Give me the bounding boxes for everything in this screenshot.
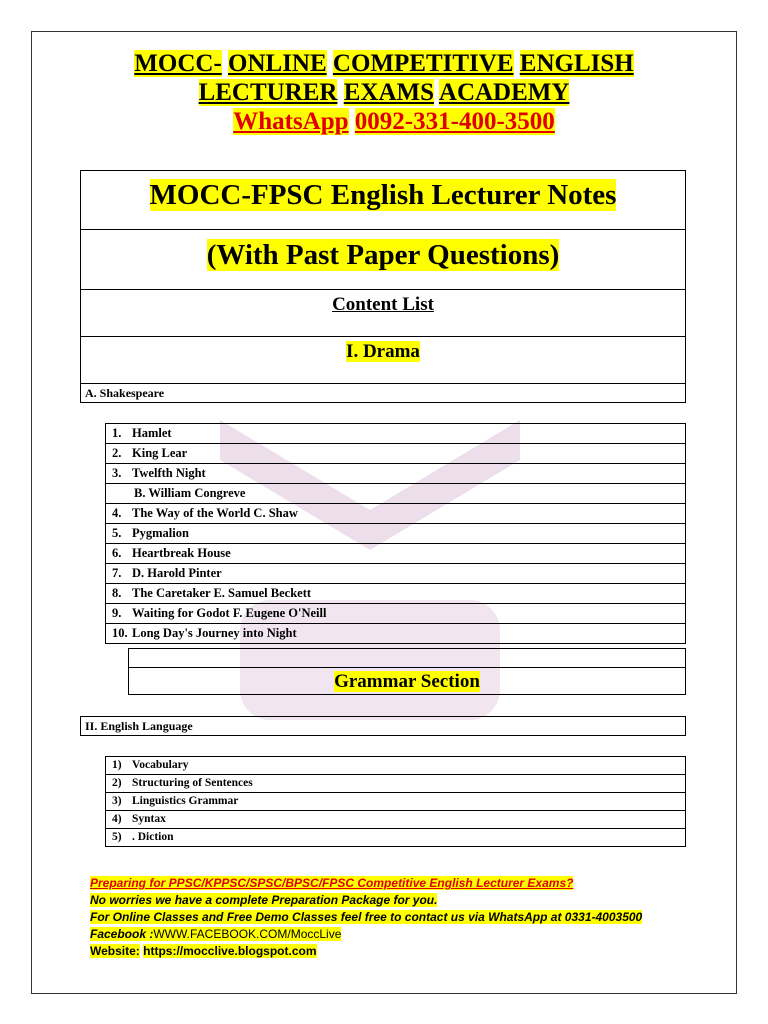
whatsapp-number: 0092-331-400-3500	[354, 108, 555, 135]
footer	[90, 875, 642, 960]
facebook-label: Facebook :	[90, 927, 154, 941]
drama-list	[105, 423, 686, 644]
list-item: 8. The Caretaker E. Samuel Beckett	[106, 584, 686, 604]
list-item: 4) Syntax	[106, 811, 686, 829]
list-item: 1) Vocabulary	[106, 757, 686, 775]
list-item: 3) Linguistics Grammar	[106, 793, 686, 811]
list-item: 2) Structuring of Sentences	[106, 775, 686, 793]
document-title: MOCC-FPSC English Lecturer Notes	[149, 179, 617, 211]
content-list-box	[80, 289, 686, 337]
section-a-label: A. Shakespeare	[85, 386, 165, 400]
whatsapp-line	[10, 108, 768, 136]
subtitle-box	[80, 229, 686, 290]
grammar-heading: Grammar Section	[334, 671, 480, 692]
title-box	[80, 170, 686, 230]
language-list	[105, 756, 686, 847]
list-item: 3. Twelfth Night	[106, 464, 686, 484]
whatsapp-label: WhatsApp	[233, 108, 349, 135]
academy-name-line2: LECTURER EXAMS ACADEMY	[198, 79, 570, 106]
empty-row	[128, 648, 686, 668]
drama-heading: I. Drama	[346, 341, 420, 362]
content-list-heading: Content List	[332, 294, 434, 315]
footer-line-3: For Online Classes and Free Demo Classes feel free to contact us via WhatsApp at 0331-4003500	[90, 910, 643, 924]
list-item: 10. Long Day's Journey into Night	[106, 624, 686, 644]
section-a-box	[80, 383, 686, 403]
section-ii-label: II. English Language	[85, 719, 193, 733]
list-item: 9. Waiting for Godot F. Eugene O'Neill	[106, 604, 686, 624]
list-item: 1. Hamlet	[106, 424, 686, 444]
footer-line-2: No worries we have a complete Preparation Package for you.	[90, 893, 438, 907]
list-item: 2. King Lear	[106, 444, 686, 464]
list-item: 5) . Diction	[106, 829, 686, 847]
list-item: 7. D. Harold Pinter	[106, 564, 686, 584]
grammar-box	[128, 667, 686, 695]
list-item: B. William Congreve	[106, 484, 686, 504]
section-ii-box	[80, 716, 686, 736]
website-label: Website:	[90, 944, 140, 958]
drama-box	[80, 336, 686, 384]
academy-name-line1: MOCC- ONLINE COMPETITIVE ENGLISH	[134, 50, 634, 77]
website-link[interactable]: https://mocclive.blogspot.com	[143, 944, 317, 958]
list-item: 6. Heartbreak House	[106, 544, 686, 564]
facebook-link[interactable]: WWW.FACEBOOK.COM/MoccLive	[153, 927, 342, 941]
document-subtitle: (With Past Paper Questions)	[206, 239, 560, 271]
list-item: 5. Pygmalion	[106, 524, 686, 544]
footer-line-1: Preparing for PPSC/KPPSC/SPSC/BPSC/FPSC Competitive English Lecturer Exams?	[90, 876, 574, 890]
list-item: 4. The Way of the World C. Shaw	[106, 504, 686, 524]
